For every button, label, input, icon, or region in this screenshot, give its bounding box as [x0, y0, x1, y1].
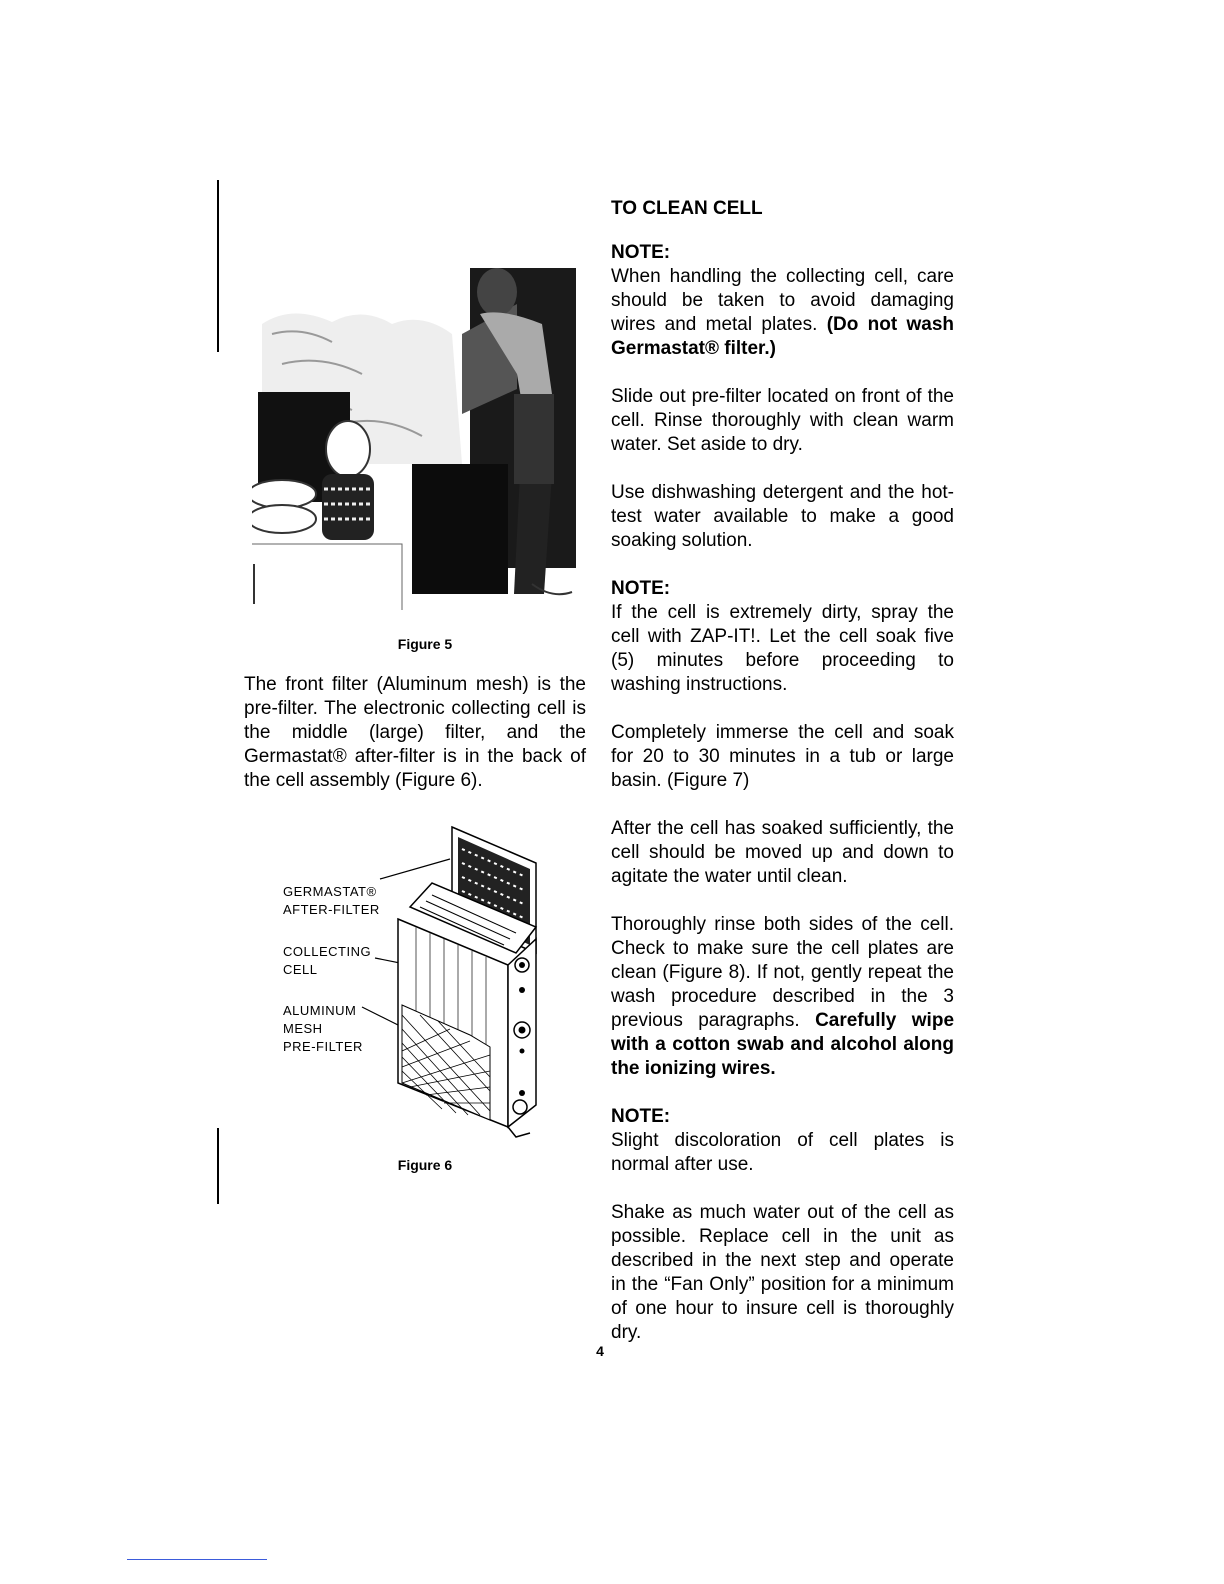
paragraph-rinse: Thoroughly rinse both sides of the cell. Check to make sure the cell plates are clean (Figure 8). If not, gently repeat the wash procedure described in the 3 previous paragraphs. Carefully wipe with a cotton swab and alcohol along the ionizing wires.	[611, 914, 955, 1079]
figure-6-caption: Figure 6	[397, 1157, 453, 1173]
margin-bar-top	[217, 180, 219, 352]
label-collecting-cell: COLLECTING CELL	[283, 944, 372, 977]
margin-bar-bottom	[217, 1128, 219, 1204]
footer-rule	[127, 1559, 267, 1560]
paragraph-rinse-bold: Carefully wipe with a cotton swab and alcohol along the ionizing wires.	[611, 1010, 955, 1079]
paragraph-immerse: Completely immerse the cell and soak for 20 to 30 minutes in a tub or large basin. (Figure 7)	[611, 722, 954, 791]
label-germastat-after-filter: GERMASTAT® AFTER-FILTER	[283, 884, 380, 917]
paragraph-slide-out: Slide out pre-filter located on front of the cell. Rinse thoroughly with clean warm water. Set aside to dry.	[611, 386, 954, 455]
label-aluminum-mesh-pre-filter: ALUMINUM MESH PRE-FILTER	[283, 1003, 363, 1054]
figure-6-diagram	[340, 815, 550, 1145]
figure-5-photo	[252, 264, 576, 610]
note-1-bold: (Do not wash Germastat® filter.)	[611, 314, 954, 359]
right-column	[611, 198, 954, 1345]
page-number: 4	[596, 1343, 604, 1359]
paragraph-shake: Shake as much water out of the cell as possible. Replace cell in the unit as described in the next step and operate in the “Fan Only” position for a minimum of one hour to insure cell is thoroughly dry.	[611, 1202, 954, 1343]
note-2-body: If the cell is extremely dirty, spray the cell with ZAP-IT!. Let the cell soak five (5) minutes before proceeding to washing instructions.	[611, 602, 954, 695]
section-heading: TO CLEAN CELL	[611, 198, 763, 219]
note-1-body: When handling the collecting cell, care should be taken to avoid damaging wires and metal plates. (Do not wash Germastat® filter.)	[611, 266, 954, 359]
note-3-body: Slight discoloration of cell plates is normal after use.	[611, 1130, 954, 1175]
left-paragraph: The front filter (Aluminum mesh) is the pre-filter. The electronic collecting cell is the middle (large) filter, and the Germastat® after-filter is in the back of the cell assembly (Figure 6).	[244, 674, 586, 791]
note-3-title: NOTE:	[611, 1106, 671, 1127]
note-1-title: NOTE:	[611, 242, 671, 263]
paragraph-agitate: After the cell has soaked sufficiently, the cell should be moved up and down to agitate the water until clean.	[611, 818, 954, 887]
paragraph-detergent: Use dishwashing detergent and the hot-test water available to make a good soaking solution.	[611, 482, 954, 551]
note-2-title: NOTE:	[611, 578, 671, 599]
figure-5-caption: Figure 5	[397, 636, 453, 652]
